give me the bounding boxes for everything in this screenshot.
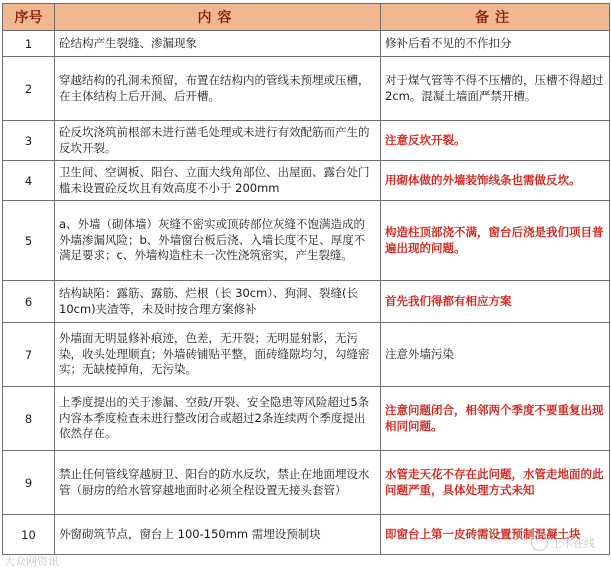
row-number: 3 [3, 121, 55, 161]
row-content: 穿越结构的孔洞未预留，布置在结构内的管线未预埋或压槽，在主体结构上后开洞、后开槽。 [55, 57, 381, 121]
table-row [3, 451, 610, 515]
row-note: 水管走天花不存在此问题，水管走地面的此问题严重，具体处理方式未知 [381, 451, 610, 515]
row-note: 注意外墙污染 [381, 323, 610, 387]
table-row [3, 161, 610, 201]
quality-check-table [2, 3, 610, 555]
row-number: 10 [3, 515, 55, 555]
watermark-right-text: 土木在线 [551, 537, 595, 550]
row-number: 6 [3, 281, 55, 323]
table-row [3, 57, 610, 121]
row-note: 对于煤气管等不得不压槽的，压槽不得超过2cm。混凝土墙面严禁开槽。 [381, 57, 610, 121]
table-row [3, 323, 610, 387]
row-note: 注意问题闭合，相邻两个季度不要重复出现相同问题。 [381, 387, 610, 451]
table-header-row [3, 4, 610, 31]
table-row [3, 515, 610, 555]
row-note: 首先我们得都有相应方案 [381, 281, 610, 323]
row-content: 砼反坎浇筑前根部未进行凿毛处理或未进行有效配筋而产生的反坎开裂。 [55, 121, 381, 161]
row-content: 外窗砌筑节点，窗台上 100-150mm 需埋设预制块 [55, 515, 381, 555]
row-note: 修补后看不见的不作扣分 [381, 31, 610, 57]
row-content: 禁止任何管线穿越厨卫、阳台的防水反坎，禁止在地面埋设水管（厨房的给水管穿越地面时必须全程设置无接头套管） [55, 451, 381, 515]
row-note: 构造柱顶部浇不满，窗台后浇是我们项目普遍出现的问题。 [381, 201, 610, 281]
row-number: 9 [3, 451, 55, 515]
table-row [3, 281, 610, 323]
header-number: 序号 [3, 4, 55, 31]
table-row [3, 201, 610, 281]
table-row [3, 121, 610, 161]
row-number: 7 [3, 323, 55, 387]
row-note: 注意反坎开裂。 [381, 121, 610, 161]
row-number: 2 [3, 57, 55, 121]
row-content: 结构缺陷：露筋、露筋、烂根（长 30cm）、狗洞、裂缝(长10cm)夹渣等，未及时按合理方案修补 [55, 281, 381, 323]
row-content: 卫生间、空调板、阳台、立面大线角部位、出屋面、露台处门槛未设置砼反坎且有效高度不小于 200mm [55, 161, 381, 201]
row-content: 砼结构产生裂缝、渗漏现象 [55, 31, 381, 57]
table-row [3, 31, 610, 57]
row-note: 用砌体做的外墙装饰线条也需做反坎。 [381, 161, 610, 201]
watermark-left-text: 大众网资讯 [4, 555, 59, 568]
watermark-left [4, 553, 59, 569]
row-number: 1 [3, 31, 55, 57]
row-number: 5 [3, 201, 55, 281]
header-note: 备注 [381, 4, 610, 31]
row-number: 4 [3, 161, 55, 201]
row-content: a、外墙（砌体墙）灰缝不密实或顶砖部位灰缝不饱满造成的外墙渗漏风险；b、外墙窗台板后浇、入墙长度不足、厚度不满足要求；c、外墙构造柱未一次性浇筑密实，产生裂缝。 [55, 201, 381, 281]
header-content: 内容 [55, 4, 381, 31]
row-content: 上季度提出的关于渗漏、空鼓/开裂、安全隐患等风险超过5条内容本季度检查未进行整改闭合或超过2条连续两个季度提出依然存在。 [55, 387, 381, 451]
row-content: 外墙面无明显修补痕迹，色差，无开裂；无明显射影，无污染，收头处理顺直；外墙砖铺贴平整，面砖缝隙均匀，勾缝密实；无缺棱掉角，无污染。 [55, 323, 381, 387]
row-number: 8 [3, 387, 55, 451]
row-note: 即窗台上第一皮砖需设置预制混凝土块 [381, 515, 610, 555]
table-row [3, 387, 610, 451]
